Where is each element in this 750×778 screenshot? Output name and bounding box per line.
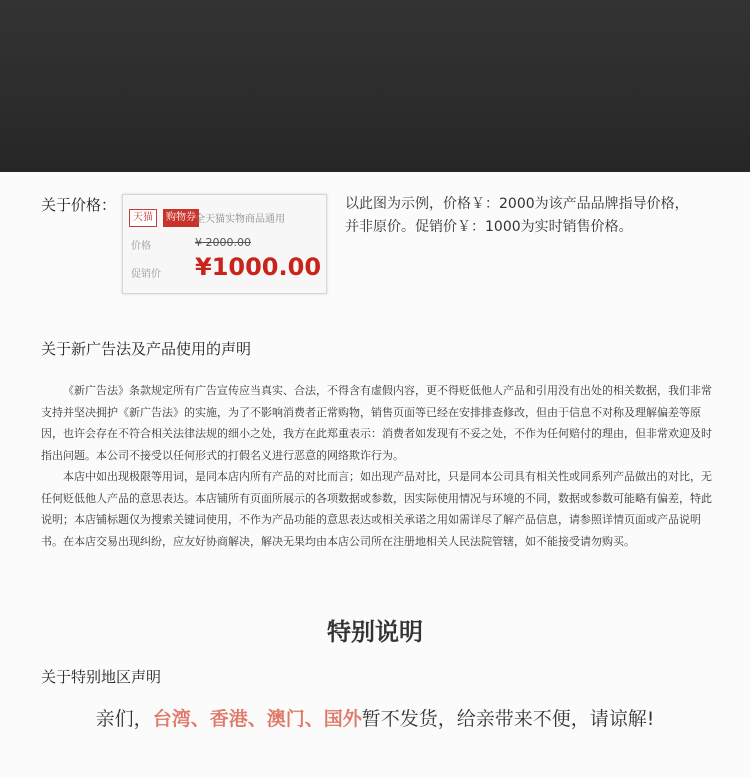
coupon-description: 全天猫实物商品通用 [195, 214, 285, 225]
top-dark-banner [0, 0, 750, 172]
coupon-tag: 购物券 [163, 209, 199, 227]
list-price-value: ¥ 2000.00 [195, 236, 251, 249]
region-notice-suffix: 暂不发货，给亲带来不便，请谅解! [361, 708, 655, 730]
ad-law-section-title: 关于新广告法及产品使用的声明 [41, 340, 252, 358]
region-notice-prefix: 亲们， [95, 708, 153, 730]
price-explanation-line-1: 以此图为示例，价格￥：2000为该产品品牌指导价格， [345, 196, 689, 212]
sale-price-value: ¥1000.00 [195, 253, 322, 281]
region-shipping-notice [0, 704, 750, 731]
sale-price-label: 促销价 [131, 269, 161, 280]
price-explanation [345, 193, 730, 239]
price-section-title: 关于价格： [41, 196, 117, 214]
ad-law-statement [41, 380, 716, 552]
ad-law-paragraph-1: 《新广告法》条款规定所有广告宣传应当真实、合法，不得含有虚假内容，更不得贬低他人产品和引用没有出处的相关数据，我们非常支持并坚决拥护《新广告法》的实施，为了不影响消费者正常购物，销售页面等已经在安排排查修改，但由于信息不对称及理解偏差等原因，也许会存在不符合相关法律法规的细小之处，我方在此郑重表示：消费者如发现有不妥之处，不作为任何赔付的理由，但非常欢迎及时指出问题。本公司不接受以任何形式的打假名义进行恶意的网络欺诈行为。 [41, 384, 712, 462]
excluded-regions: 台湾、香港、澳门、国外 [152, 708, 362, 730]
tmall-tag: 天猫 [129, 209, 157, 227]
price-example-card [122, 194, 327, 294]
price-explanation-line-2: 并非原价。促销价￥：1000为实时销售价格。 [345, 219, 633, 235]
price-label: 价格 [131, 241, 151, 252]
region-notice-title: 关于特别地区声明 [41, 668, 162, 686]
special-notice-title: 特别说明 [327, 618, 423, 646]
product-notice-content [0, 172, 750, 778]
ad-law-paragraph-2: 本店中如出现极限等用词，是同本店内所有产品的对比而言；如出现产品对比，只是同本公司具有相关性或同系列产品做出的对比，无任何贬低他人产品的意思表达。本店铺所有页面所展示的各项数据或参数，因实际使用情况与环境的不同，数据或参数可能略有偏差，特此说明；本店铺标题仅为搜索关键词使用，不作为产品功能的意思表达或相关承诺之用如需详尽了解产品信息，请参照详情页面或产品说明书。在本店交易出现纠纷，应友好协商解决，解决无果均由本店公司所在注册地相关人民法院管辖，如不能接受请勿购买。 [41, 470, 712, 548]
